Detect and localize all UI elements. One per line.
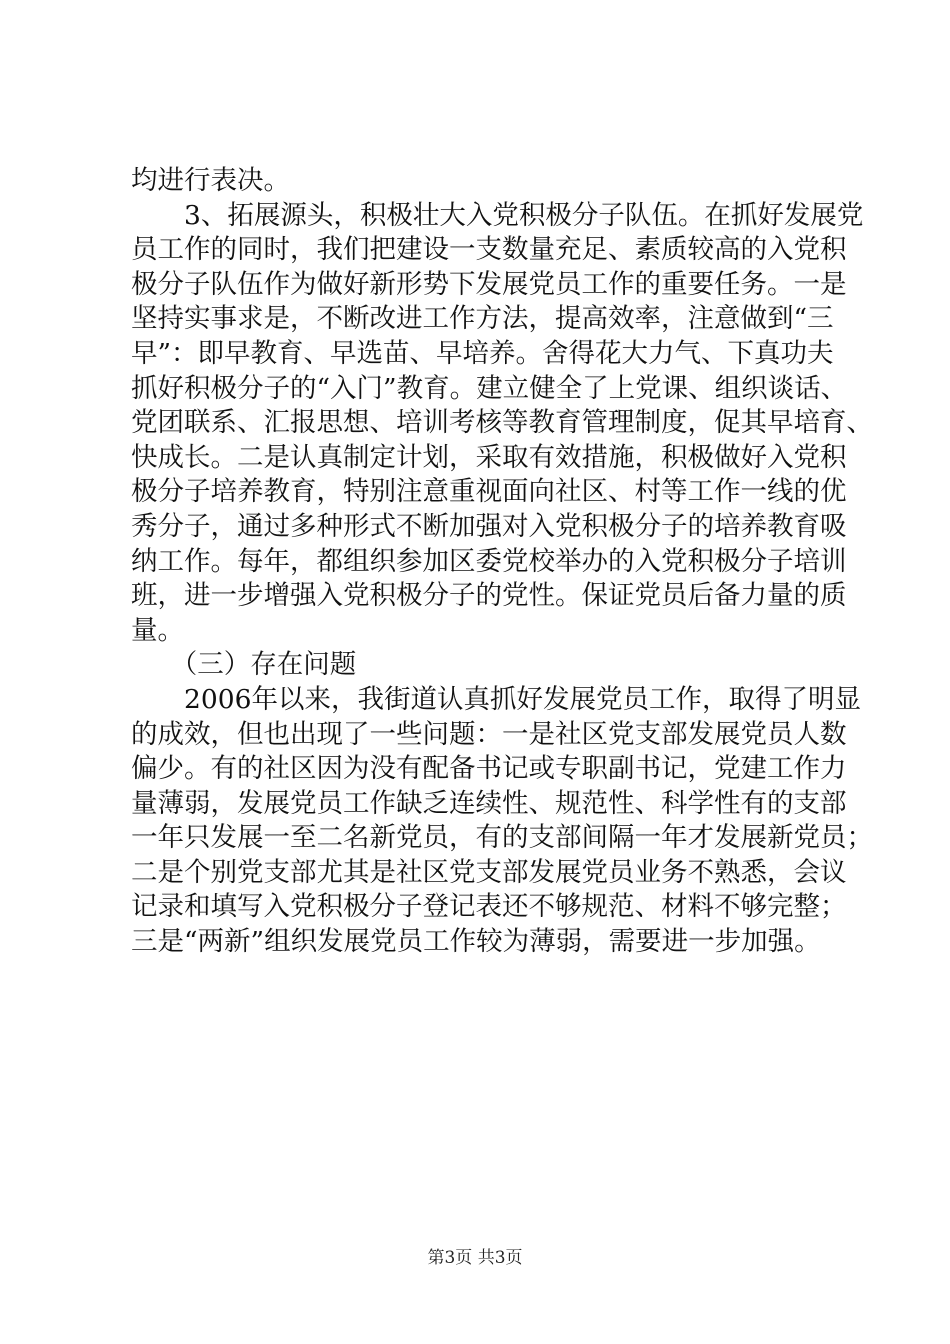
text-line: 3、拓展源头，积极壮大入党积极分子队伍。在抓好发展党 [131, 199, 864, 231]
text-line: 纳工作。每年，都组织参加区委党校举办的入党积极分子培训 [131, 545, 847, 577]
text-line: 一年只发展一至二名新党员，有的支部间隔一年才发展新党员； [131, 822, 873, 854]
text-line: 三是“两新”组织发展党员工作较为薄弱，需要进一步加强。 [131, 926, 821, 958]
text-line: 二是个别党支部尤其是社区党支部发展党员业务不熟悉，会议 [131, 856, 847, 888]
text-line: 班，进一步增强入党积极分子的党性。保证党员后备力量的质 [131, 580, 847, 612]
text-line: 量薄弱，发展党员工作缺乏连续性、规范性、科学性有的支部 [131, 787, 847, 819]
text-line: 快成长。二是认真制定计划，采取有效措施，积极做好入党积 [131, 441, 847, 473]
text-line: 抓好积极分子的“入门”教育。建立健全了上党课、组织谈话、 [131, 372, 848, 404]
text-line: 记录和填写入党积极分子登记表还不够规范、材料不够完整； [131, 891, 847, 923]
page-footer: 第3页 共3页 [427, 1248, 523, 1268]
text-line: 极分子队伍作为做好新形势下发展党员工作的重要任务。一是 [131, 268, 847, 300]
text-line: 党团联系、汇报思想、培训考核等教育管理制度，促其早培育、 [131, 407, 873, 439]
section-heading: （三）存在问题 [131, 649, 357, 681]
text-line: 的成效，但也出现了一些问题：一是社区党支部发展党员人数 [131, 718, 847, 750]
text-line: 偏少。有的社区因为没有配备书记或专职副书记，党建工作力 [131, 753, 847, 785]
document-body [131, 164, 873, 960]
text-line: 2006年以来，我街道认真抓好发展党员工作，取得了明显 [131, 683, 861, 715]
text-line: 均进行表决。 [131, 165, 290, 196]
text-line: 秀分子，通过多种形式不断加强对入党积极分子的培养教育吸 [131, 510, 847, 542]
text-line: 早”：即早教育、早选苗、早培养。舍得花大力气、下真功夫 [131, 337, 834, 369]
text-line: 坚持实事求是，不断改进工作方法，提高效率，注意做到“三 [131, 303, 834, 335]
text-line: 员工作的同时，我们把建设一支数量充足、素质较高的入党积 [131, 234, 847, 266]
text-line: 量。 [131, 614, 184, 646]
text-line: 极分子培养教育，特别注意重视面向社区、村等工作一线的优 [131, 476, 847, 508]
